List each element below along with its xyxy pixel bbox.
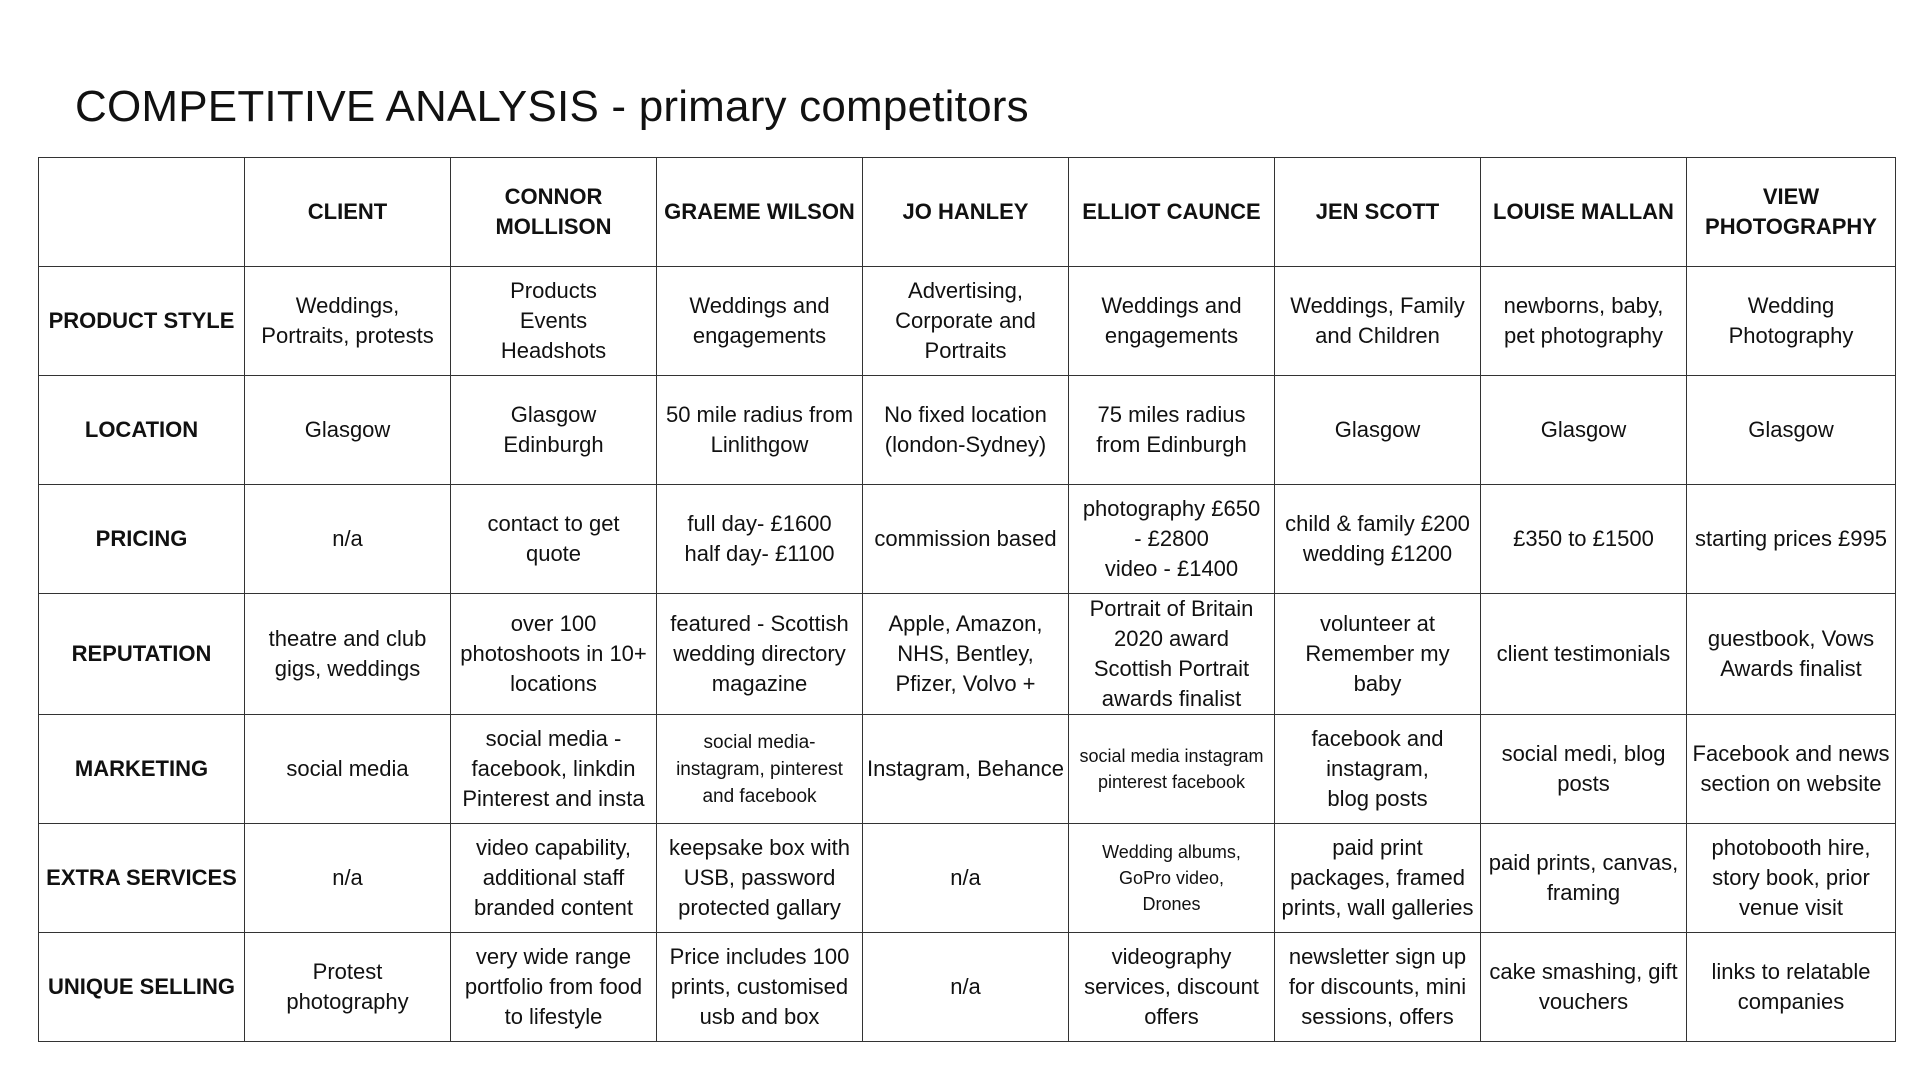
cell-line: Scottish Portrait xyxy=(1093,656,1250,681)
table-cell xyxy=(451,267,657,376)
cell-line: engagements xyxy=(1104,323,1239,348)
cell-line: and facebook xyxy=(702,785,817,807)
table-cell xyxy=(1275,376,1481,485)
cell-line: Glasgow xyxy=(1748,417,1834,442)
row-label: PRICING xyxy=(39,485,245,594)
cell-line: n/a xyxy=(950,974,981,999)
cell-line: usb and box xyxy=(699,1004,820,1029)
cell-line: engagements xyxy=(692,323,827,348)
column-header-client xyxy=(245,158,451,267)
cell-line: Drones xyxy=(1142,894,1201,914)
cell-line: Weddings, Family xyxy=(1290,293,1465,318)
row-label: PRODUCT STYLE xyxy=(39,267,245,376)
table-body xyxy=(39,267,1896,1042)
cell-line: Glasgow xyxy=(1540,417,1627,442)
cell-line: to lifestyle xyxy=(504,1004,603,1029)
cell-line: Portrait of Britain xyxy=(1089,596,1254,621)
table-row-product-style xyxy=(39,267,1896,376)
table-cell xyxy=(657,824,863,933)
table-row-reputation xyxy=(39,594,1896,715)
table-header xyxy=(39,158,1896,267)
cell-line: half day- £1100 xyxy=(684,541,835,566)
cell-line: sessions, offers xyxy=(1301,1004,1454,1029)
cell-line: prints, customised xyxy=(670,974,849,999)
cell-line: from Edinburgh xyxy=(1096,432,1247,457)
cell-line: offers xyxy=(1144,1004,1199,1029)
table-cell xyxy=(1481,824,1687,933)
table-cell xyxy=(863,594,1069,715)
table-cell xyxy=(1687,715,1896,824)
cell-line: vouchers xyxy=(1538,989,1629,1014)
table-cell xyxy=(1687,824,1896,933)
table-cell xyxy=(1481,594,1687,715)
cell-line: Products xyxy=(510,278,597,303)
cell-line: Corporate and xyxy=(895,308,1036,333)
cell-line: locations xyxy=(510,671,597,696)
table-cell xyxy=(1069,933,1275,1042)
table-cell xyxy=(1275,824,1481,933)
table-cell xyxy=(1687,267,1896,376)
cell-line: Advertising, xyxy=(908,278,1023,303)
cell-line: £350 to £1500 xyxy=(1513,526,1654,551)
table-cell xyxy=(1069,715,1275,824)
cell-line: branded content xyxy=(473,895,634,920)
table-cell xyxy=(1481,267,1687,376)
table-cell xyxy=(657,485,863,594)
cell-line: GRAEME WILSON xyxy=(664,199,855,224)
table-cell xyxy=(245,485,451,594)
cell-line: full day- £1600 xyxy=(687,511,832,536)
cell-line: video capability, xyxy=(476,835,631,860)
cell-line: Apple, Amazon, xyxy=(888,611,1043,636)
table-cell xyxy=(245,933,451,1042)
table-row-marketing xyxy=(39,715,1896,824)
cell-line: Price includes 100 xyxy=(669,944,850,969)
table-row-unique-selling xyxy=(39,933,1896,1042)
cell-line: photography xyxy=(286,989,409,1014)
cell-line: Portraits xyxy=(924,338,1007,363)
cell-line: over 100 xyxy=(510,611,597,636)
cell-line: No fixed location xyxy=(884,402,1047,427)
cell-line: CLIENT xyxy=(307,199,388,224)
table-cell xyxy=(1687,594,1896,715)
cell-line: newsletter sign up xyxy=(1288,944,1467,969)
cell-line: Weddings and xyxy=(1101,293,1242,318)
cell-line: magazine xyxy=(711,671,808,696)
table-cell xyxy=(1275,267,1481,376)
cell-line: facebook and xyxy=(1311,726,1444,751)
corner-cell xyxy=(39,158,245,267)
table-cell xyxy=(1275,715,1481,824)
cell-line: Weddings and xyxy=(689,293,830,318)
row-label: EXTRA SERVICES xyxy=(39,824,245,933)
table-row-extra-services xyxy=(39,824,1896,933)
cell-line: companies xyxy=(1737,989,1845,1014)
row-label: MARKETING xyxy=(39,715,245,824)
cell-line: instagram, xyxy=(1326,756,1429,781)
cell-line: 75 miles radius xyxy=(1097,402,1246,427)
cell-line: videography xyxy=(1111,944,1232,969)
cell-line: pinterest facebook xyxy=(1097,772,1246,792)
cell-line: VIEW xyxy=(1762,184,1820,209)
table-cell xyxy=(1275,485,1481,594)
table-cell xyxy=(863,267,1069,376)
cell-line: facebook, linkdin xyxy=(471,756,636,781)
cell-line: and Children xyxy=(1315,323,1440,348)
cell-line: PHOTOGRAPHY xyxy=(1705,214,1877,239)
cell-line: Weddings, xyxy=(295,293,400,318)
cell-line: volunteer at xyxy=(1320,611,1435,636)
cell-line: Glasgow xyxy=(304,417,391,442)
cell-line: photography £650 xyxy=(1082,496,1261,521)
cell-line: Glasgow xyxy=(510,402,597,427)
table-cell xyxy=(863,824,1069,933)
cell-line: venue visit xyxy=(1739,895,1843,920)
table-cell xyxy=(1069,594,1275,715)
table-row-pricing xyxy=(39,485,1896,594)
competitor-table xyxy=(38,157,1896,1042)
cell-line: n/a xyxy=(950,865,981,890)
cell-line: blog posts xyxy=(1327,786,1428,811)
header-row xyxy=(39,158,1896,267)
cell-line: newborns, baby, xyxy=(1503,293,1664,318)
table-cell xyxy=(1275,594,1481,715)
table-cell xyxy=(451,715,657,824)
cell-line: protected gallary xyxy=(678,895,841,920)
table-cell xyxy=(863,485,1069,594)
cell-line: CONNOR xyxy=(504,184,603,209)
row-label: LOCATION xyxy=(39,376,245,485)
cell-line: very wide range xyxy=(475,944,632,969)
column-header-elliot-caunce xyxy=(1069,158,1275,267)
table-cell xyxy=(1481,715,1687,824)
cell-line: video - £1400 xyxy=(1104,556,1239,581)
cell-line: Pfizer, Volvo + xyxy=(895,671,1036,696)
cell-line: (london-Sydney) xyxy=(884,432,1047,457)
cell-line: Remember my xyxy=(1305,641,1450,666)
table-cell xyxy=(657,933,863,1042)
cell-line: paid print xyxy=(1332,835,1423,860)
cell-line: Facebook and news xyxy=(1692,741,1890,766)
page-title: COMPETITIVE ANALYSIS - primary competitors xyxy=(75,82,1029,131)
column-header-jo-hanley xyxy=(863,158,1069,267)
cell-line: Wedding albums, xyxy=(1102,842,1241,862)
cell-line: social media xyxy=(286,756,409,781)
table-cell xyxy=(1069,376,1275,485)
cell-line: theatre and club xyxy=(268,626,427,651)
cell-line: social media- xyxy=(703,731,816,753)
table-cell xyxy=(1481,376,1687,485)
cell-line: wedding £1200 xyxy=(1302,541,1453,566)
cell-line: LOUISE MALLAN xyxy=(1493,199,1674,224)
cell-line: pet photography xyxy=(1503,323,1664,348)
cell-line: client testimonials xyxy=(1496,641,1671,666)
cell-line: USB, password xyxy=(683,865,836,890)
cell-line: Instagram, Behance xyxy=(867,756,1064,781)
cell-line: 2020 award xyxy=(1114,626,1229,651)
cell-line: Glasgow xyxy=(1334,417,1421,442)
cell-line: framing xyxy=(1546,880,1621,905)
table-cell xyxy=(657,267,863,376)
cell-line: wedding directory xyxy=(673,641,846,666)
cell-line: Pinterest and insta xyxy=(462,786,645,811)
cell-line: Portraits, protests xyxy=(261,323,434,348)
cell-line: baby xyxy=(1353,671,1402,696)
cell-line: social media instagram xyxy=(1079,746,1264,766)
table-cell xyxy=(1481,933,1687,1042)
column-header-jen-scott xyxy=(1275,158,1481,267)
table-cell xyxy=(863,715,1069,824)
table-cell xyxy=(1687,933,1896,1042)
cell-line: social media - xyxy=(485,726,622,751)
cell-line: - £2800 xyxy=(1134,526,1209,551)
column-header-connor-mollison xyxy=(451,158,657,267)
table-cell xyxy=(245,267,451,376)
cell-line: links to relatable xyxy=(1711,959,1871,984)
cell-line: quote xyxy=(525,541,582,566)
cell-line: Wedding xyxy=(1747,293,1835,318)
cell-line: JO HANLEY xyxy=(902,199,1029,224)
cell-line: awards finalist xyxy=(1101,686,1242,711)
cell-line: Edinburgh xyxy=(503,432,604,457)
cell-line: packages, framed xyxy=(1290,865,1465,890)
column-header-graeme-wilson xyxy=(657,158,863,267)
cell-line: ELLIOT CAUNCE xyxy=(1082,199,1261,224)
table-cell xyxy=(245,715,451,824)
cell-line: prints, wall galleries xyxy=(1281,895,1474,920)
cell-line: NHS, Bentley, xyxy=(897,641,1034,666)
table-cell xyxy=(657,594,863,715)
cell-line: Protest xyxy=(312,959,383,984)
cell-line: featured - Scottish xyxy=(670,611,849,636)
cell-line: Events xyxy=(519,308,588,333)
table-cell xyxy=(1687,376,1896,485)
table-cell xyxy=(451,594,657,715)
table-cell xyxy=(1687,485,1896,594)
cell-line: paid prints, canvas, xyxy=(1488,850,1679,875)
column-header-view-photography xyxy=(1687,158,1896,267)
cell-line: guestbook, Vows xyxy=(1707,626,1875,651)
cell-line: additional staff xyxy=(482,865,625,890)
cell-line: MOLLISON xyxy=(495,214,612,239)
cell-line: services, discount xyxy=(1084,974,1259,999)
table-cell xyxy=(245,594,451,715)
table-cell xyxy=(245,824,451,933)
cell-line: story book, prior xyxy=(1712,865,1870,890)
cell-line: photoshoots in 10+ xyxy=(460,641,647,666)
cell-line: Photography xyxy=(1728,323,1854,348)
cell-line: portfolio from food xyxy=(464,974,643,999)
cell-line: cake smashing, gift xyxy=(1489,959,1678,984)
cell-line: n/a xyxy=(332,865,363,890)
table-row-location xyxy=(39,376,1896,485)
cell-line: keepsake box with xyxy=(669,835,850,860)
cell-line: Awards finalist xyxy=(1720,656,1862,681)
table-cell xyxy=(451,824,657,933)
cell-line: GoPro video, xyxy=(1118,868,1225,888)
cell-line: for discounts, mini xyxy=(1288,974,1467,999)
cell-line: Linlithgow xyxy=(710,432,809,457)
cell-line: posts xyxy=(1557,771,1610,796)
cell-line: Headshots xyxy=(500,338,607,363)
table-cell xyxy=(657,715,863,824)
cell-line: child & family £200 xyxy=(1285,511,1470,536)
table-cell xyxy=(1069,485,1275,594)
table-cell xyxy=(1069,824,1275,933)
cell-line: photobooth hire, xyxy=(1711,835,1871,860)
table-cell xyxy=(451,933,657,1042)
table-cell xyxy=(863,376,1069,485)
table-cell xyxy=(245,376,451,485)
cell-line: social medi, blog xyxy=(1501,741,1666,766)
cell-line: n/a xyxy=(332,526,363,551)
cell-line: section on website xyxy=(1700,771,1882,796)
table-cell xyxy=(863,933,1069,1042)
table-cell xyxy=(451,485,657,594)
table-cell xyxy=(451,376,657,485)
row-label: UNIQUE SELLING xyxy=(39,933,245,1042)
cell-line: 50 mile radius from xyxy=(665,402,854,427)
table-cell xyxy=(1481,485,1687,594)
cell-line: JEN SCOTT xyxy=(1315,199,1440,224)
column-header-louise-mallan xyxy=(1481,158,1687,267)
cell-line: commission based xyxy=(874,526,1057,551)
cell-line: instagram, pinterest xyxy=(676,758,843,780)
cell-line: starting prices £995 xyxy=(1695,526,1887,551)
cell-line: gigs, weddings xyxy=(274,656,421,681)
row-label: REPUTATION xyxy=(39,594,245,715)
table-cell xyxy=(1069,267,1275,376)
table-cell xyxy=(657,376,863,485)
cell-line: contact to get xyxy=(487,511,620,536)
table-cell xyxy=(1275,933,1481,1042)
